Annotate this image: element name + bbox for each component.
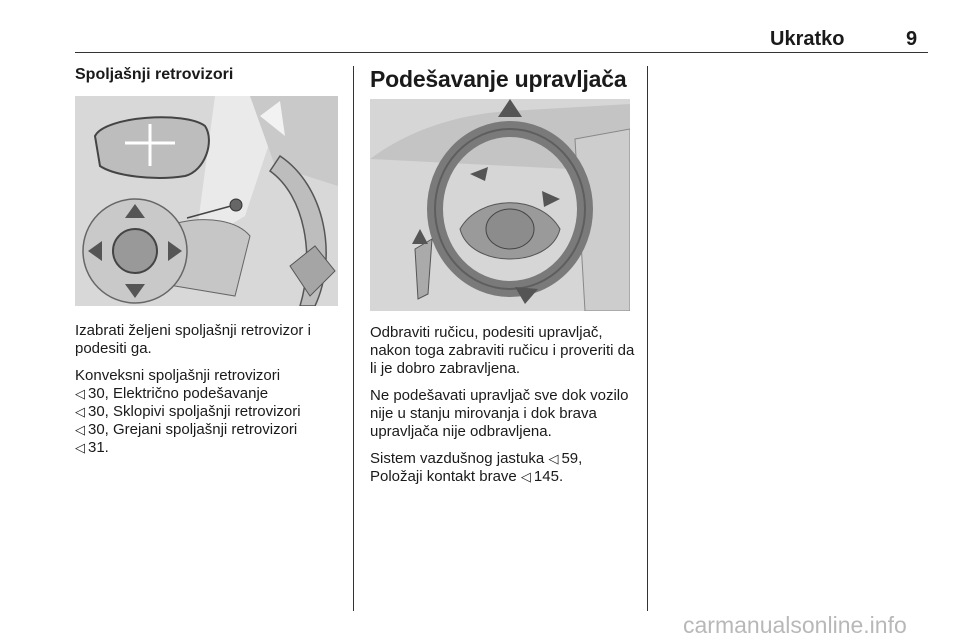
steering-paragraph-3 [370, 450, 640, 486]
arrow-ref-icon: ◁ [75, 404, 85, 419]
ref-link-31[interactable]: 31. [88, 439, 109, 456]
ref-link-electric[interactable]: 30, Električno podešavanje [88, 385, 269, 402]
column-divider-2 [647, 66, 648, 611]
mirror-illustration [75, 96, 338, 306]
ref-link-59[interactable]: 59, [561, 450, 583, 467]
steering-paragraph-1: Odbraviti ručicu, podesiti upravljač, nakon toga zabraviti ručicu i proveriti da li je dobro zabravljena. [370, 324, 635, 377]
column-divider-1 [353, 66, 354, 611]
mirrors-intro: Konveksni spoljašnji retrovizori [75, 367, 281, 384]
steering-text [370, 324, 640, 495]
mirrors-paragraph-1: Izabrati željeni spoljašnji retrovizor i podesiti ga. [75, 322, 311, 357]
header-rule [75, 52, 928, 53]
arrow-ref-icon: ◁ [548, 451, 559, 466]
arrow-ref-icon: ◁ [75, 422, 85, 437]
header-title: Ukratko [770, 28, 845, 50]
ref-link-145[interactable]: 145. [533, 468, 564, 485]
section-heading-mirrors: Spoljašnji retrovizori [75, 66, 234, 83]
ref-link-heated[interactable]: 30, Grejani spoljašnji retrovizori [88, 421, 298, 438]
ref-link-folding[interactable]: 30, Sklopivi spoljašnji retrovizori [88, 403, 301, 420]
mirrors-text [75, 322, 345, 466]
steering-wheel-illustration [370, 99, 630, 311]
mirrors-paragraph-2 [75, 367, 345, 457]
page-number: 9 [906, 28, 918, 50]
arrow-ref-icon: ◁ [75, 386, 85, 401]
arrow-ref-icon: ◁ [520, 469, 531, 484]
steering-paragraph-2: Ne podešavati upravljač sve dok vozilo nije u stanju mirovanja i dok brava upravljača nije odbravljena. [370, 387, 629, 440]
section-heading-steering: Podešavanje upravljača [370, 66, 627, 92]
arrow-ref-icon: ◁ [75, 440, 85, 455]
watermark: carmanualsonline.info [683, 612, 907, 638]
ignition-text: Položaji kontakt brave [370, 468, 517, 485]
airbag-text: Sistem vazdušnog jastuka [370, 450, 545, 467]
